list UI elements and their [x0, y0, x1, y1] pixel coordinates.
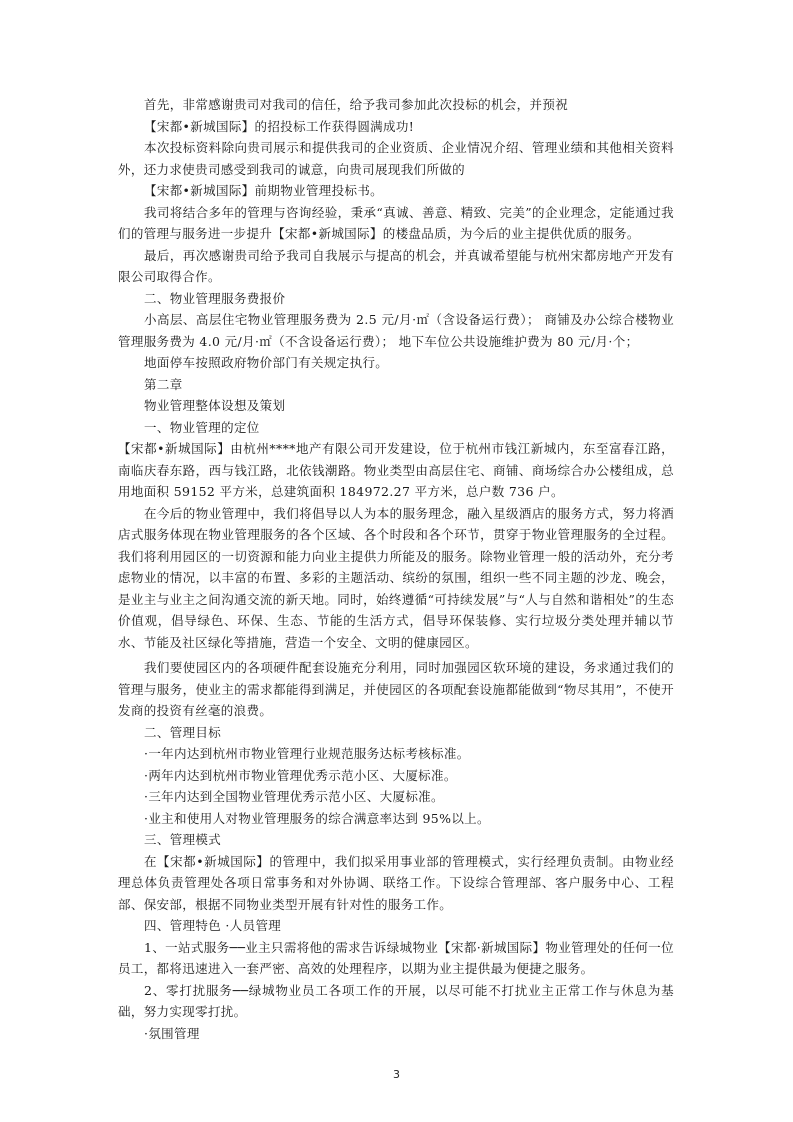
paragraph: 【宋都•新城国际】前期物业管理投标书。 [144, 183, 384, 198]
document-body [118, 94, 674, 1044]
paragraph: 我们要使园区内的各项硬件配套设施充分利用，同时加强园区软环境的建设，务求通过我们的管理与服务，使业主的需求都能得到满足，并使园区的各项配套设施都能做到“物尽其用”，不使开发商的投资有丝毫的浪费。 [118, 660, 674, 718]
paragraph: 二、物业管理服务费报价 [144, 290, 286, 306]
paragraph: ·三年内达到全国物业管理优秀示范小区、大厦标准。 [144, 789, 444, 804]
paragraph: 在【宋都•新城国际】的管理中，我们拟采用事业部的管理模式，实行经理负责制。由物业经理总体负责管理处各项日常事务和对外协调、联络工作。下设综合管理部、客户服务中心、工程部、保安部，根据不同物业类型开展有针对性的服务工作。 [118, 853, 674, 912]
paragraph: 第二章 [144, 376, 183, 392]
paragraph: 【宋都•新城国际】的招投标工作获得圆满成功! [144, 118, 415, 134]
paragraph: ·业主和使用人对物业管理服务的综合满意率达到 95%以上。 [144, 810, 490, 826]
paragraph: 本次投标资料除向贵司展示和提供我司的企业资质、企业情况介绍、管理业绩和其他相关资料外，还力求使贵司感受到我司的诚意，向贵司展现我们所做的 [118, 140, 674, 177]
paragraph: 首先，非常感谢贵司对我司的信任，给予我司参加此次投标的机会，并预祝 [144, 97, 569, 112]
paragraph: 我司将结合多年的管理与咨询经验，秉承“真诚、善意、精致、完美”的企业理念，定能通过我们的管理与服务进一步提升【宋都•新城国际】的楼盘品质，为今后的业主提供优质的服务。 [118, 204, 674, 241]
paragraph: ·氛围管理 [144, 1025, 200, 1041]
paragraph: 一、物业管理的定位 [144, 419, 260, 435]
paragraph: 物业管理整体设想及策划 [144, 398, 286, 413]
page-number: 3 [393, 1068, 400, 1081]
paragraph: 地面停车按照政府物价部门有关规定执行。 [144, 355, 389, 370]
paragraph: 2、零打扰服务──绿城物业员工各项工作的开展，以尽可能不打扰业主正常工作与休息为基础，努力实现零打扰。 [118, 982, 674, 1019]
paragraph: 1、一站式服务──业主只需将他的需求告诉绿城物业【宋都·新城国际】物业管理处的任何一位员工，都将迅速进入一套严密、高效的处理程序，以期为业主提供最为便捷之服务。 [118, 939, 674, 976]
paragraph: 二、管理目标 [144, 724, 222, 740]
paragraph: 四、管理特色 ·人员管理 [144, 918, 282, 933]
paragraph: 小高层、高层住宅物业管理服务费为 2.5 元/月·㎡（含设备运行费）； 商铺及办公综合楼物业管理服务费为 4.0 元/月·㎡（不含设备运行费）； 地下车位公共设施维护费为 80 元/月·个； [118, 312, 674, 349]
paragraph: ·两年内达到杭州市物业管理优秀示范小区、大厦标准。 [144, 767, 457, 783]
paragraph: 【宋都•新城国际】由杭州****地产有限公司开发建设，位于杭州市钱江新城内，东至富春江路，南临庆春东路，西与钱江路，北依钱潮路。物业类型由高层住宅、商铺、商场综合办公楼组成，总用地面积 59152 平方米，总建筑面积 184972.27 平方米，总户数 736 户。 [118, 441, 674, 499]
paragraph: 三、管理模式 [144, 832, 222, 847]
paragraph: 在今后的物业管理中，我们将倡导以人为本的服务理念，融入星级酒店的服务方式，努力将酒店式服务体现在物业管理服务的各个区域、各个时段和各个环节，贯穿于物业管理服务的全过程。我们将利用园区的一切资源和能力向业主提供力所能及的服务。除物业管理一般的活动外，充分考虑物业的情况，以丰富的布置、多彩的主题活动、缤纷的氛围，组织一些不同主题的沙龙、晚会，是业主与业主之间沟通交流的新天地。同时，始终遵循“可持续发展”与“人与自然和谐相处”的生态价值观，倡导绿色、环保、生态、节能的生活方式，倡导环保装修、实行垃圾分类处理并辅以节水、节能及社区绿化等措施，营造一个安全、文明的健康园区。 [118, 505, 674, 650]
paragraph: 最后，再次感谢贵司给予我司自我展示与提高的机会，并真诚希望能与杭州宋都房地产开发有限公司取得合作。 [118, 247, 674, 284]
paragraph: ·一年内达到杭州市物业管理行业规范服务达标考核标准。 [144, 746, 470, 761]
